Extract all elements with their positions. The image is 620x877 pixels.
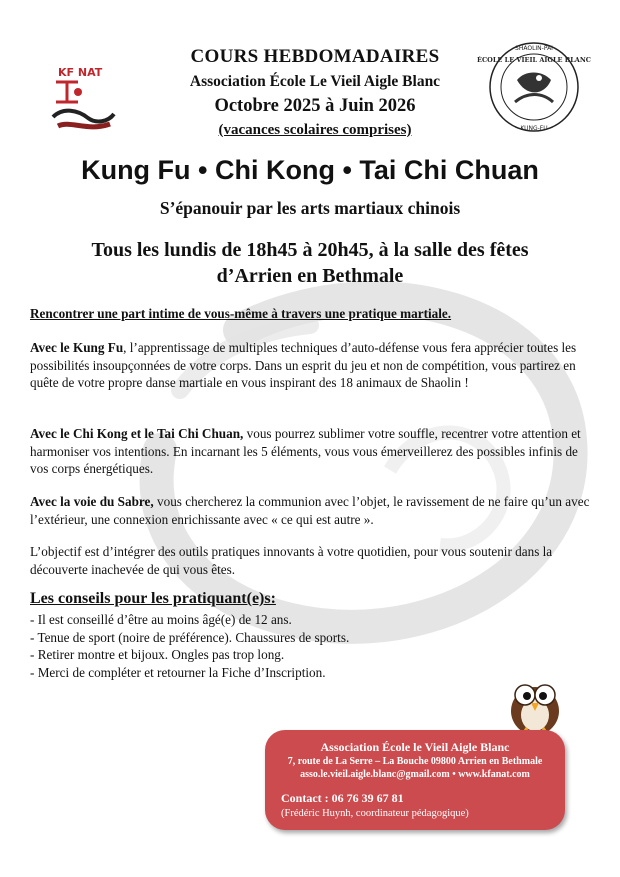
kungfu-text: , l’apprentissage de multiples techniques d’auto-défense vous fera apprécier toutes les possibilités insoupçonnées de votre corps. Dans un esprit du jeu et non de compétition, vous partirez en quête de votre propre danse martiale en vous inspirant des 18 animaux de Shaolin !: [30, 340, 577, 390]
list-item: - Tenue de sport (noire de préférence). Chaussures de sports.: [30, 629, 350, 645]
sabre-lead: Avec la voie du Sabre,: [30, 494, 154, 509]
svg-text:KUNG-FU: KUNG-FU: [520, 125, 548, 132]
sabre-text: vous chercherez la communion avec l’objet, le ravissement de ne faire qu’un avec l’extérieur, une connexion enrichissante avec « ce qui est autre ».: [30, 494, 590, 527]
advice-title: Les conseils pour les pratiquant(e)s:: [30, 590, 276, 607]
svg-text:SHAOLIN-PAI: SHAOLIN-PAI: [515, 45, 553, 52]
paragraph-kungfu: [30, 339, 592, 392]
chikong-lead: Avec le Chi Kong et le Tai Chi Chuan,: [30, 426, 244, 441]
card-association-name: Association École le Vieil Aigle Blanc: [320, 740, 510, 754]
paragraph-sabre: [30, 493, 592, 528]
disciplines-heading: Kung Fu • Chi Kong • Tai Chi Chuan: [81, 155, 539, 185]
advice-list: [30, 611, 349, 681]
svg-text:ÉCOLE LE VIEIL AIGLE BLANC: ÉCOLE LE VIEIL AIGLE BLANC: [477, 56, 591, 64]
card-email-website[interactable]: asso.le.vieil.aigle.blanc@gmail.com • www.kfanat.com: [300, 769, 530, 780]
season-dates: Octobre 2025 à Juin 2026: [214, 96, 416, 116]
contact-card: [265, 730, 565, 830]
header-title: COURS HEBDOMADAIRES: [190, 46, 440, 67]
list-item: - Merci de compléter et retourner la Fiche d’Inscription.: [30, 664, 326, 680]
list-item: - Retirer montre et bijoux. Ongles pas trop long.: [30, 647, 285, 662]
card-address: 7, route de La Serre – La Bouche 09800 Arrien en Bethmale: [287, 756, 543, 767]
owl-mascot-icon: [504, 671, 566, 737]
schedule-line-2: d’Arrien en Bethmale: [216, 265, 404, 287]
card-coordinator: (Frédéric Huynh, coordinateur pédagogique): [281, 808, 469, 819]
kf-nat-logo: [48, 62, 118, 142]
intro-sentence: Rencontrer une part intime de vous-même à travers une pratique martiale.: [30, 306, 452, 321]
schedule-line-1: Tous les lundis de 18h45 à 20h45, à la salle des fêtes: [91, 239, 529, 261]
kungfu-lead: Avec le Kung Fu: [30, 340, 124, 355]
association-name: Association École Le Vieil Aigle Blanc: [189, 73, 441, 90]
tagline: S’épanouir par les arts martiaux chinois: [159, 198, 461, 218]
list-item: - Il est conseillé d’être au moins âgé(e) de 12 ans.: [30, 612, 292, 627]
paragraph-objectif: L’objectif est d’intégrer des outils pratiques innovants à votre quotidien, pour vous soutenir dans la découverte inachevée de qui vous êtes.: [30, 544, 553, 577]
logo-text-kf: KF NAT: [58, 66, 103, 79]
card-phone-contact[interactable]: Contact : 06 76 39 67 81: [281, 791, 404, 805]
chikong-text: vous pourrez sublimer votre souffle, recentrer votre attention et harmoniser vos intentions. En incarnant les 5 éléments, vous vous émerveillerez des possibles infinis de vos corps énergétiques.: [30, 426, 581, 476]
holidays-note: (vacances scolaires comprises): [218, 122, 412, 138]
paragraph-chikong: [30, 425, 592, 478]
